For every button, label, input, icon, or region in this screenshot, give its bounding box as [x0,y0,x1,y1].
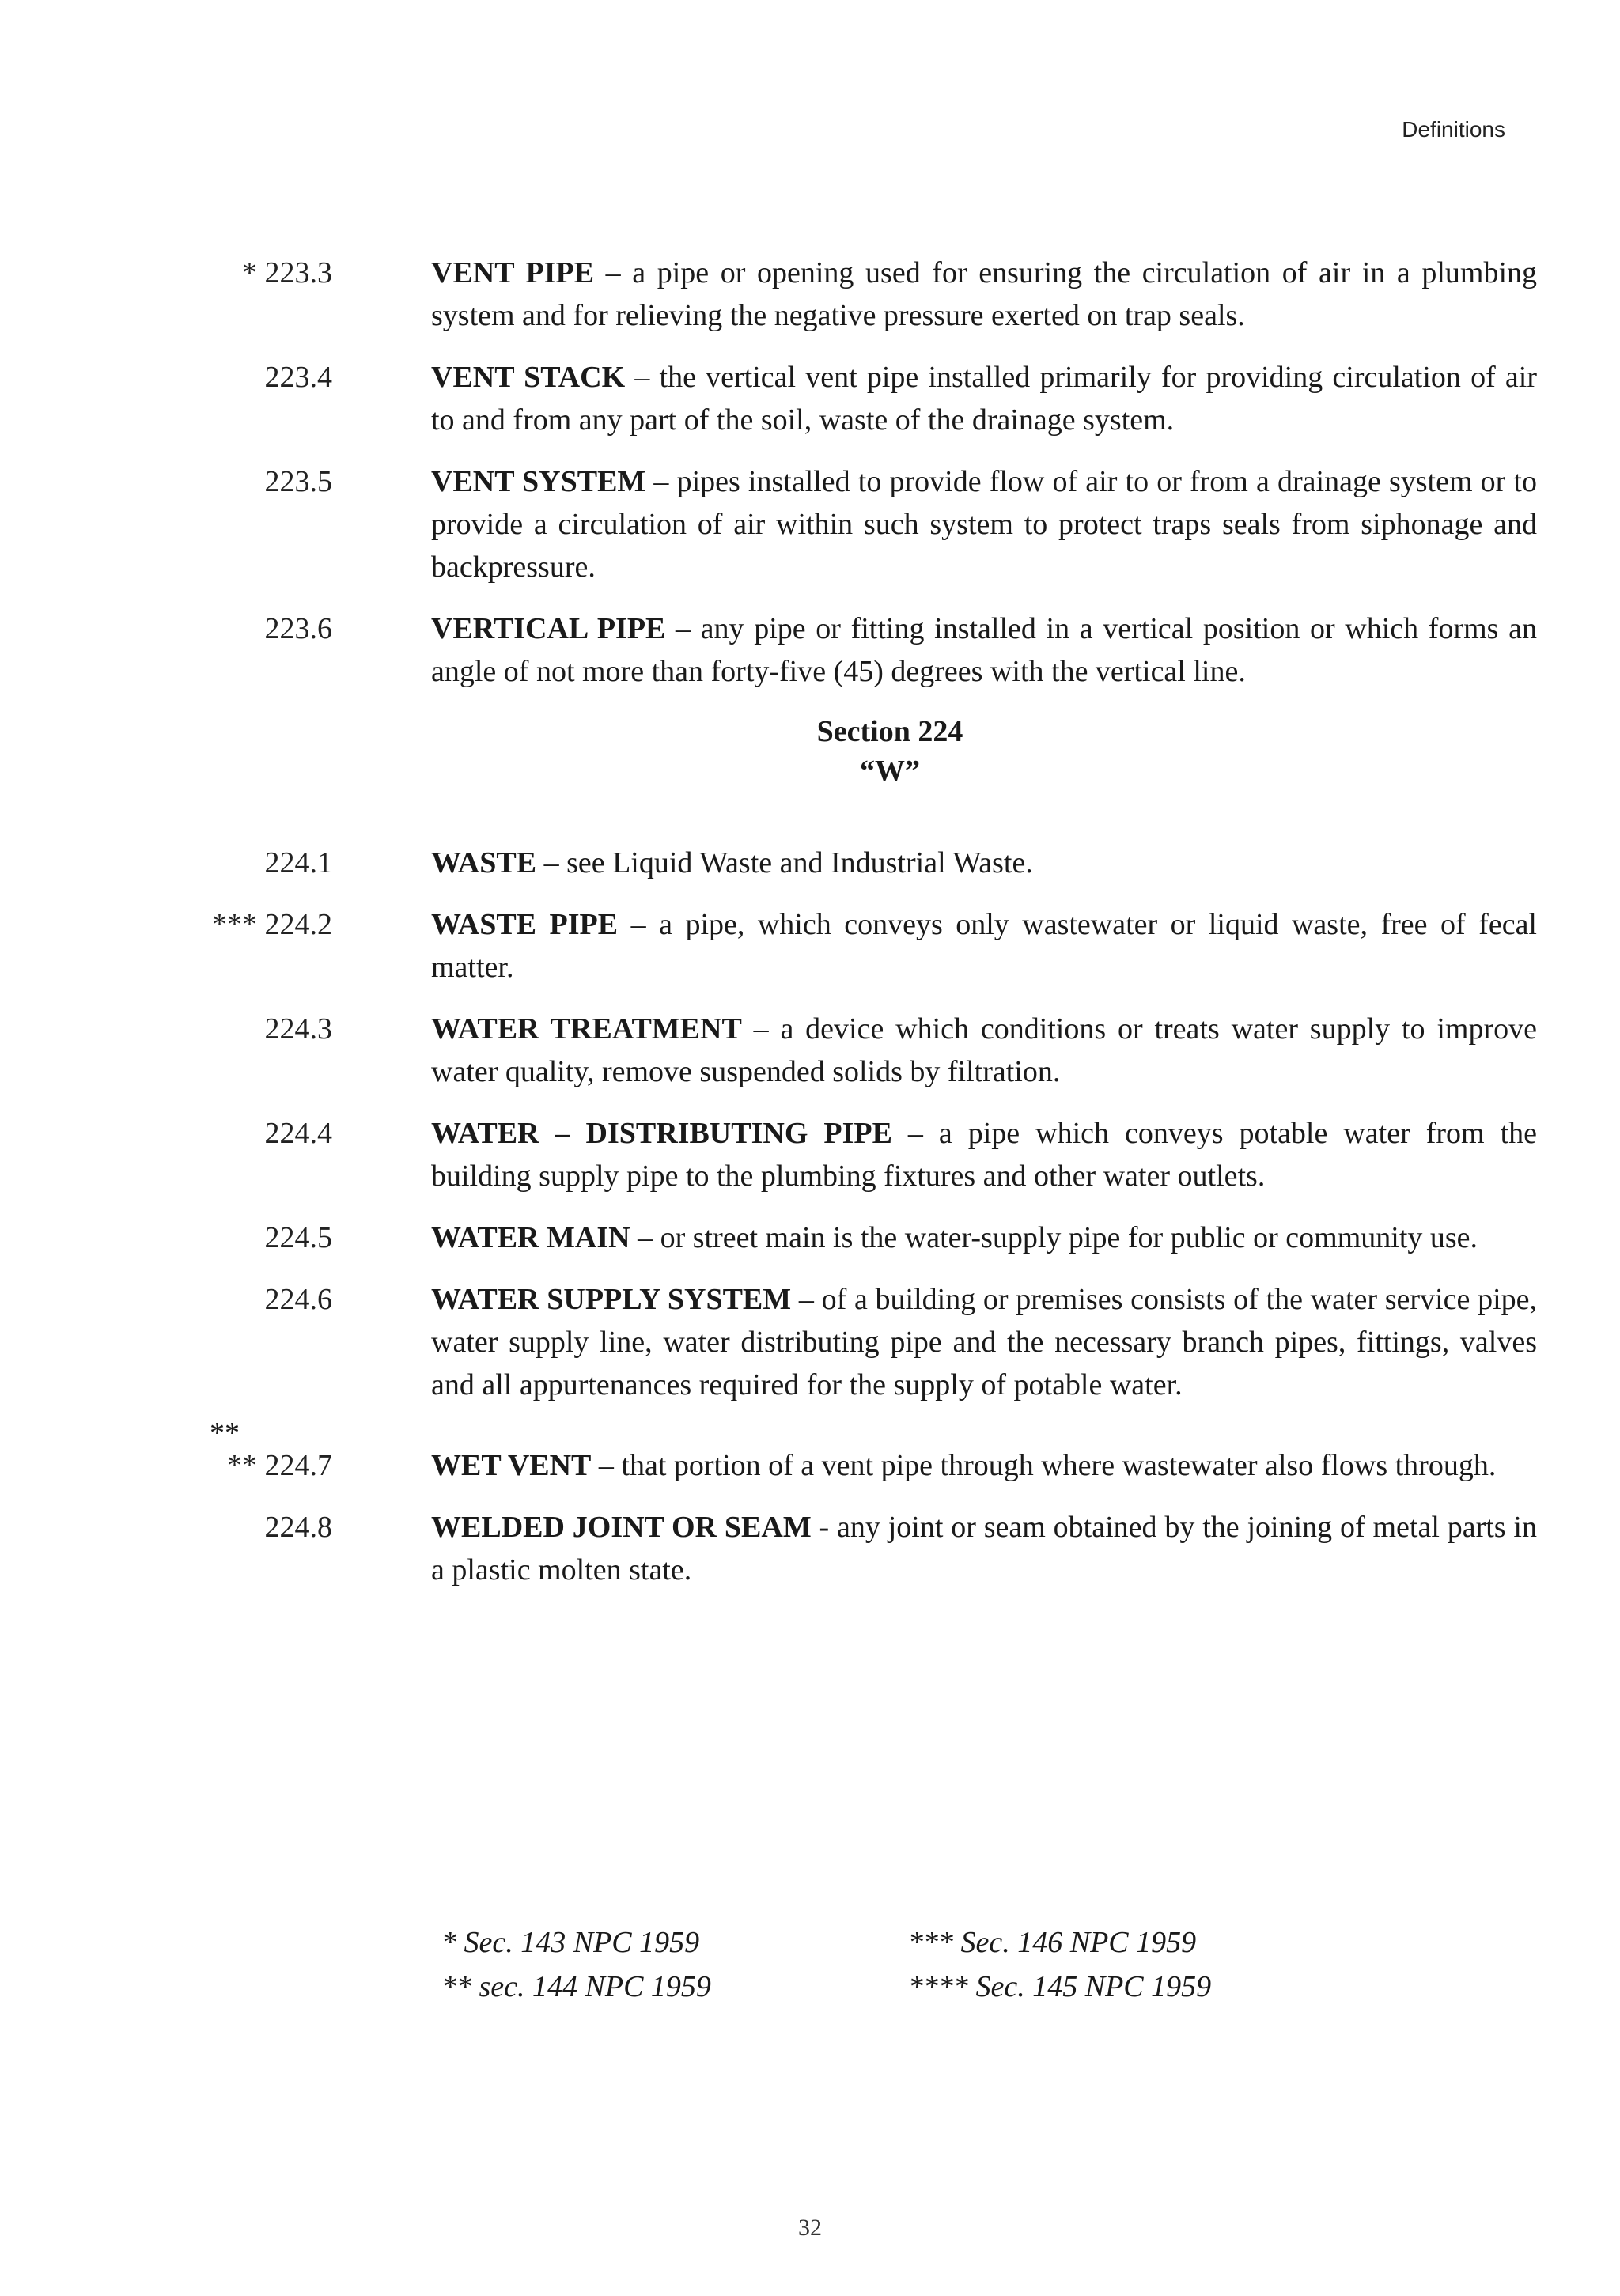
definitions-list [0,252,1620,1610]
entry-text [431,460,1537,588]
entry-text [431,1112,1537,1197]
entry-number: * 223.3 [242,256,332,289]
footnote: * Sec. 143 NPC 1959 [441,1926,700,1959]
entry-text [431,1278,1537,1406]
entry-definition: – that portion of a vent pipe through where wastewater also flows through. [591,1449,1497,1482]
entry-number: 224.6 [264,1283,332,1316]
entry-number: 223.5 [264,465,332,498]
entry-term: VERTICAL PIPE [431,612,666,645]
footnote: ** sec. 144 NPC 1959 [441,1970,711,2003]
entry-text [431,607,1537,693]
entry-definition: – of a building or premises consists of the water service pipe, water supply line, water distributing pipe and the necessary branch pipes, fittings, valves and all appurtenances required for the supply of potable water. [431,1283,1537,1401]
entry-term: WASTE PIPE [431,908,619,941]
entry-definition: – or street main is the water-supply pipe for public or community use. [630,1221,1478,1254]
definition-entry [227,1444,1537,1487]
entry-term: VENT STACK [431,361,626,394]
section-letter: “W” [860,755,920,788]
definition-entry [264,842,1537,884]
definition-entry [264,460,1537,588]
entry-definition: - any joint or seam obtained by the joining of metal parts in a plastic molten state. [431,1511,1537,1587]
definition-entry [264,1008,1537,1093]
definition-entry [242,252,1538,337]
definition-entry [264,1216,1537,1259]
entry-definition: – see Liquid Waste and Industrial Waste. [536,846,1033,879]
entry-term: WATER MAIN [431,1221,630,1254]
entry-definition: – a device which conditions or treats water supply to improve water quality, remove suspended solids by filtration. [431,1012,1537,1088]
definition-entry [264,607,1537,693]
entry-term: WATER – DISTRIBUTING PIPE [431,1117,892,1150]
definition-entry [264,1278,1537,1406]
section-heading [431,712,1349,791]
entry-text [431,842,1537,884]
entry-text [431,1506,1537,1591]
entry-term: WET VENT [431,1449,592,1482]
entry-text [431,1444,1537,1487]
entry-text [431,1216,1537,1259]
page-number: 32 [798,2215,822,2241]
footnote: *** Sec. 146 NPC 1959 [908,1926,1197,1959]
entry-text [431,1008,1537,1093]
section-title: Section 224 [816,715,963,748]
entry-term: VENT PIPE [431,256,595,289]
entry-term: WELDED JOINT OR SEAM [431,1511,812,1544]
entry-number: 224.8 [264,1511,332,1544]
entry-number: 223.4 [264,361,332,394]
entry-definition: – any pipe or fitting installed in a vertical position or which forms an angle of not more than forty-five (45) degrees with the vertical line. [431,612,1537,688]
footnote: **** Sec. 145 NPC 1959 [908,1970,1212,2003]
running-header: Definitions [1402,117,1505,142]
entry-number: 223.6 [264,612,332,645]
entry-definition: – a pipe or opening used for ensuring the circulation of air in a plumbing system and for relieving the negative pressure exerted on trap seals. [431,256,1538,332]
footnotes [441,1920,1280,2009]
entry-number: ** 224.7 [227,1449,332,1482]
entry-definition: – a pipe, which conveys only wastewater or liquid waste, free of fecal matter. [431,908,1537,984]
stray-asterisks: ** [210,1417,240,1450]
entry-term: VENT SYSTEM [431,465,646,498]
entry-definition: – the vertical vent pipe installed primarily for providing circulation of air to and from any part of the soil, waste of the drainage system. [431,361,1537,437]
entry-definition: – pipes installed to provide flow of air to or from a drainage system or to provide a circulation of air within such system to protect traps seals from siphonage and backpressure. [431,465,1537,584]
entry-text [431,356,1537,441]
entry-number: 224.3 [264,1012,332,1046]
definition-entry [212,903,1537,989]
entry-term: WASTE [431,846,537,879]
entry-number: *** 224.2 [212,908,332,941]
entry-number: 224.1 [264,846,332,879]
definition-entry [264,1506,1537,1591]
definition-entry [264,1112,1537,1197]
entry-term: WATER SUPPLY SYSTEM [431,1283,792,1316]
entry-term: WATER TREATMENT [431,1012,742,1046]
entry-text [431,903,1537,989]
entry-number: 224.4 [264,1117,332,1150]
entry-number: 224.5 [264,1221,332,1254]
entry-text [431,252,1537,337]
definition-entry [264,356,1537,441]
entry-definition: – a pipe which conveys potable water from the building supply pipe to the plumbing fixtures and other water outlets. [431,1117,1537,1193]
